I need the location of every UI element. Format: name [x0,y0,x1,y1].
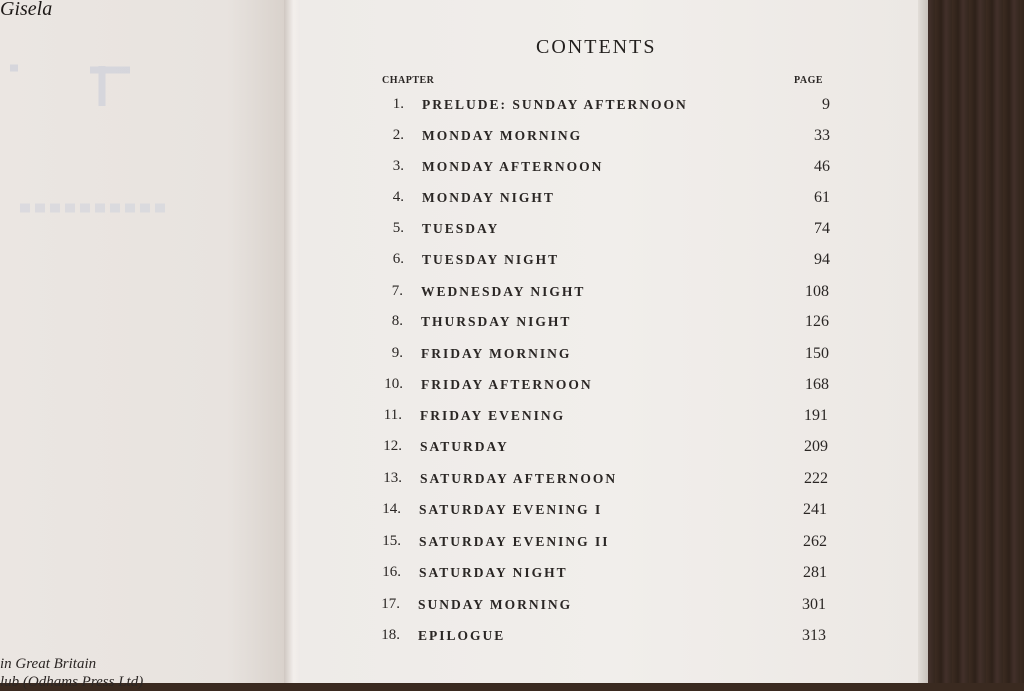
page-header: PAGE [794,75,824,86]
contents-entry [372,189,830,211]
contents-entry [371,313,829,335]
contents-entry [372,96,830,118]
chapter-title: FRIDAY EVENING [420,408,566,423]
chapter-number: 13. [383,470,402,486]
chapter-title: SUNDAY MORNING [418,597,573,612]
book-gutter [284,0,300,683]
chapter-title: SATURDAY EVENING II [419,534,610,549]
show-through-author [10,190,170,220]
chapter-number: 6. [392,251,404,267]
contents-entry [372,127,830,149]
chapter-title: MONDAY AFTERNOON [422,159,604,174]
contents-entry [370,470,828,492]
chapter-title: TUESDAY NIGHT [422,252,560,267]
chapter-title: WEDNESDAY NIGHT [421,284,586,299]
chapter-header: CHAPTER [382,75,435,86]
chapter-number: 3. [392,158,404,174]
show-through-title-shape [0,58,140,110]
chapter-title: EPILOGUE [418,628,506,643]
chapter-number: 18. [381,627,400,643]
chapter-title: SATURDAY NIGHT [419,565,568,580]
contents-entry [369,564,827,586]
show-through-title [0,58,140,108]
chapter-page-number: 94 [814,251,830,268]
chapter-number: 8. [391,313,403,329]
chapter-page-number: 281 [803,564,827,581]
chapter-number: 2. [392,127,404,143]
contents-entry [372,158,830,180]
contents-entry [369,533,827,555]
chapter-number: 10. [384,376,403,392]
show-through-author-shape [10,190,175,220]
contents-entry [372,251,830,273]
chapter-number: 9. [391,345,403,361]
chapter-page-number: 126 [805,313,829,330]
contents-entry [371,376,829,398]
chapter-page-number: 150 [805,345,829,362]
chapter-number: 7. [391,283,403,299]
chapter-page-number: 262 [803,533,827,550]
contents-entry [368,596,826,618]
chapter-number: 11. [383,407,402,423]
chapter-page-number: 108 [805,283,829,300]
chapter-title: SATURDAY [420,439,509,454]
chapter-number: 4. [392,189,404,205]
chapter-page-number: 191 [804,407,828,424]
chapter-number: 16. [382,564,401,580]
chapter-title: SATURDAY EVENING I [419,502,603,517]
contents-entry [371,345,829,367]
chapter-number: 14. [382,501,401,517]
chapter-page-number: 61 [814,189,830,206]
chapter-page-number: 301 [802,596,826,613]
left-page [0,0,284,690]
chapter-page-number: 33 [814,127,830,144]
contents-entry [370,438,828,460]
chapter-title: FRIDAY MORNING [421,346,572,361]
chapter-page-number: 222 [804,470,828,487]
contents-entry [370,407,828,429]
contents-title: CONTENTS [536,36,657,58]
chapter-title: TUESDAY [422,221,500,236]
chapter-page-number: 209 [804,438,828,455]
contents-entry [369,501,827,523]
chapter-number: 17. [381,596,400,612]
chapter-page-number: 313 [802,627,826,644]
contents-entry [368,627,826,649]
chapter-page-number: 241 [803,501,827,518]
chapter-page-number: 46 [814,158,830,175]
chapter-title: THURSDAY NIGHT [421,314,572,329]
dedication-text: Gisela [0,0,53,20]
chapter-page-number: 74 [814,220,830,237]
page-edge [918,0,928,683]
chapter-number: 15. [382,533,401,549]
chapter-title: FRIDAY AFTERNOON [421,377,593,392]
imprint-line-1: in Great Britain [0,656,97,672]
chapter-page-number: 9 [822,96,830,113]
chapter-number: 5. [392,220,404,236]
imprint-line-2: lub (Odhams Press Ltd) [0,674,144,690]
chapter-title: SATURDAY AFTERNOON [420,471,618,486]
chapter-title: PRELUDE: SUNDAY AFTERNOON [422,97,688,112]
chapter-number: 12. [383,438,402,454]
contents-entry [371,283,829,305]
chapter-page-number: 168 [805,376,829,393]
chapter-title: MONDAY MORNING [422,128,583,143]
chapter-title: MONDAY NIGHT [422,190,555,205]
chapter-number: 1. [392,96,404,112]
contents-entry [372,220,830,242]
